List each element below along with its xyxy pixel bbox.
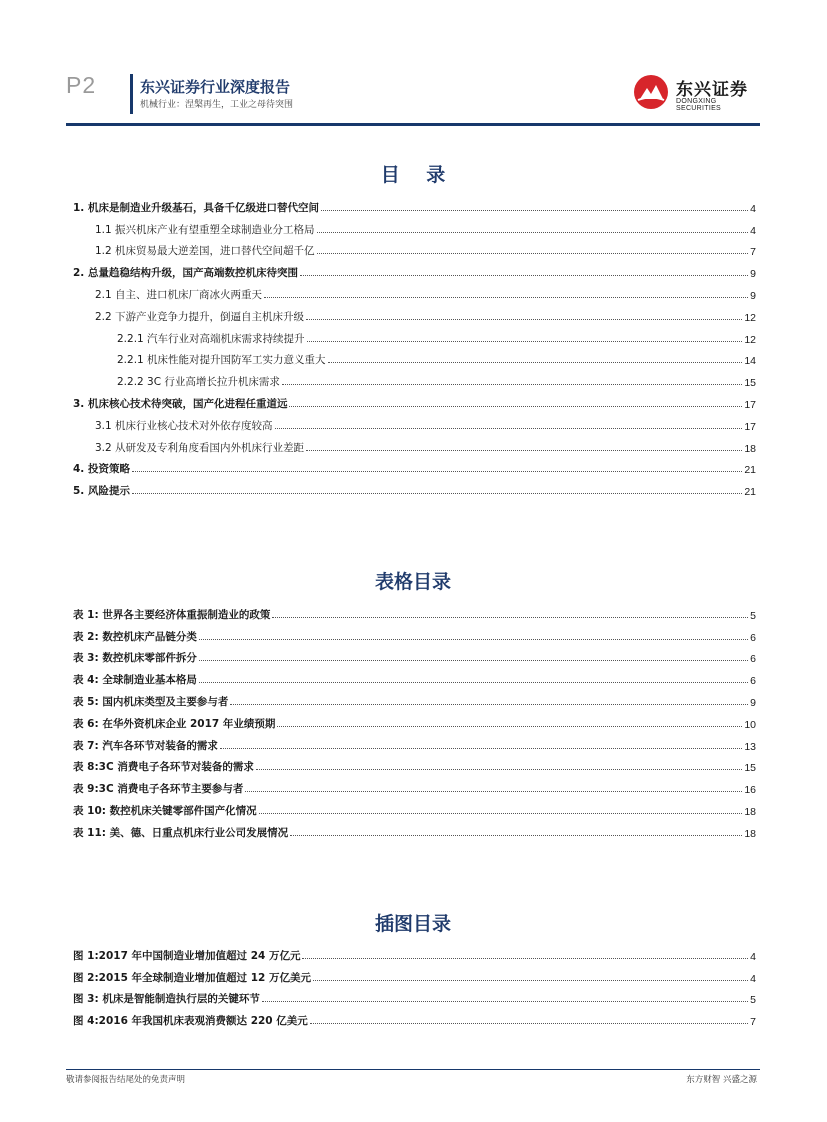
toc-item[interactable]: 1.1 振兴机床产业有望重塑全球制造业分工格局 4 xyxy=(95,223,756,237)
toc-item[interactable]: 2. 总量趋稳结构升级，国产高端数控机床待突围 9 xyxy=(73,267,756,281)
footer-disclaimer: 敬请参阅报告结尾处的免责声明 xyxy=(66,1075,186,1085)
table-entry[interactable]: 表 1: 世界各主要经济体重振制造业的政策 5 xyxy=(73,608,756,622)
figure-entry[interactable]: 图 2:2015 年全球制造业增加值超过 12 万亿美元 4 xyxy=(73,971,756,985)
toc-item[interactable]: 4. 投资策略 21 xyxy=(73,463,756,477)
logo-text-cn: 东兴证券 xyxy=(676,80,748,100)
figure-entry[interactable]: 图 4:2016 年我国机床表观消费额达 220 亿美元 7 xyxy=(73,1015,756,1029)
table-entry[interactable]: 表 5: 国内机床类型及主要参与者 9 xyxy=(73,695,756,709)
toc-item[interactable]: 3.1 机床行业核心技术对外依存度较高 17 xyxy=(95,419,756,433)
figures-title: 插图目录 xyxy=(374,913,451,935)
toc-item[interactable]: 1. 机床是制造业升级基石，具备千亿级进口替代空间 4 xyxy=(73,201,756,215)
footer-rule xyxy=(66,1069,760,1070)
page-number: P2 xyxy=(66,72,97,98)
figure-entry[interactable]: 图 1:2017 年中国制造业增加值超过 24 万亿元 4 xyxy=(73,949,756,963)
report-subtitle: 机械行业：涅槃再生，工业之母待突围 xyxy=(140,100,294,110)
footer-slogan: 东方财智 兴盛之源 xyxy=(686,1075,757,1085)
figure-entry[interactable]: 图 3: 机床是智能制造执行层的关键环节 5 xyxy=(73,993,756,1007)
toc-item[interactable]: 2.2.2 3C 行业高增长拉升机床需求 15 xyxy=(117,376,756,390)
logo-mark-icon xyxy=(632,73,670,111)
table-entry[interactable]: 表 2: 数控机床产品链分类 6 xyxy=(73,630,756,644)
header-divider xyxy=(130,74,133,114)
table-entry[interactable]: 表 7: 汽车各环节对装备的需求 13 xyxy=(73,739,756,753)
report-title: 东兴证券行业深度报告 xyxy=(140,78,291,96)
toc-item[interactable]: 5. 风险提示 21 xyxy=(73,485,756,499)
tables-title: 表格目录 xyxy=(374,571,451,593)
table-entry[interactable]: 表 10: 数控机床关键零部件国产化情况 18 xyxy=(73,804,756,818)
brand-logo xyxy=(632,73,762,113)
figures-list xyxy=(73,941,756,1028)
toc-item[interactable]: 1.2 机床贸易最大逆差国，进口替代空间超千亿 7 xyxy=(95,245,756,259)
logo-text-en: DONGXING SECURITIES xyxy=(676,98,722,112)
toc-item[interactable]: 3. 机床核心技术待突破，国产化进程任重道远 17 xyxy=(73,397,756,411)
tables-list xyxy=(73,600,756,840)
toc-item[interactable]: 2.2.1 汽车行业对高端机床需求持续提升 12 xyxy=(117,332,756,346)
table-entry[interactable]: 表 9:3C 消费电子各环节主要参与者 16 xyxy=(73,783,756,797)
table-entry[interactable]: 表 4: 全球制造业基本格局 6 xyxy=(73,674,756,688)
header-rule xyxy=(66,123,760,126)
toc-title: 目 录 xyxy=(380,164,446,186)
table-entry[interactable]: 表 11: 美、德、日重点机床行业公司发展情况 18 xyxy=(73,826,756,840)
table-entry[interactable]: 表 3: 数控机床零部件拆分 6 xyxy=(73,652,756,666)
toc-item[interactable]: 3.2 从研发及专利角度看国内外机床行业差距 18 xyxy=(95,441,756,455)
table-entry[interactable]: 表 8:3C 消费电子各环节对装备的需求 15 xyxy=(73,761,756,775)
toc-item[interactable]: 2.1 自主、进口机床厂商冰火两重天 9 xyxy=(95,288,756,302)
toc-list xyxy=(73,193,756,498)
toc-item[interactable]: 2.2.1 机床性能对提升国防军工实力意义重大 14 xyxy=(117,354,756,368)
table-entry[interactable]: 表 6: 在华外资机床企业 2017 年业绩预期 10 xyxy=(73,717,756,731)
toc-item[interactable]: 2.2 下游产业竞争力提升，倒逼自主机床升级 12 xyxy=(95,310,756,324)
